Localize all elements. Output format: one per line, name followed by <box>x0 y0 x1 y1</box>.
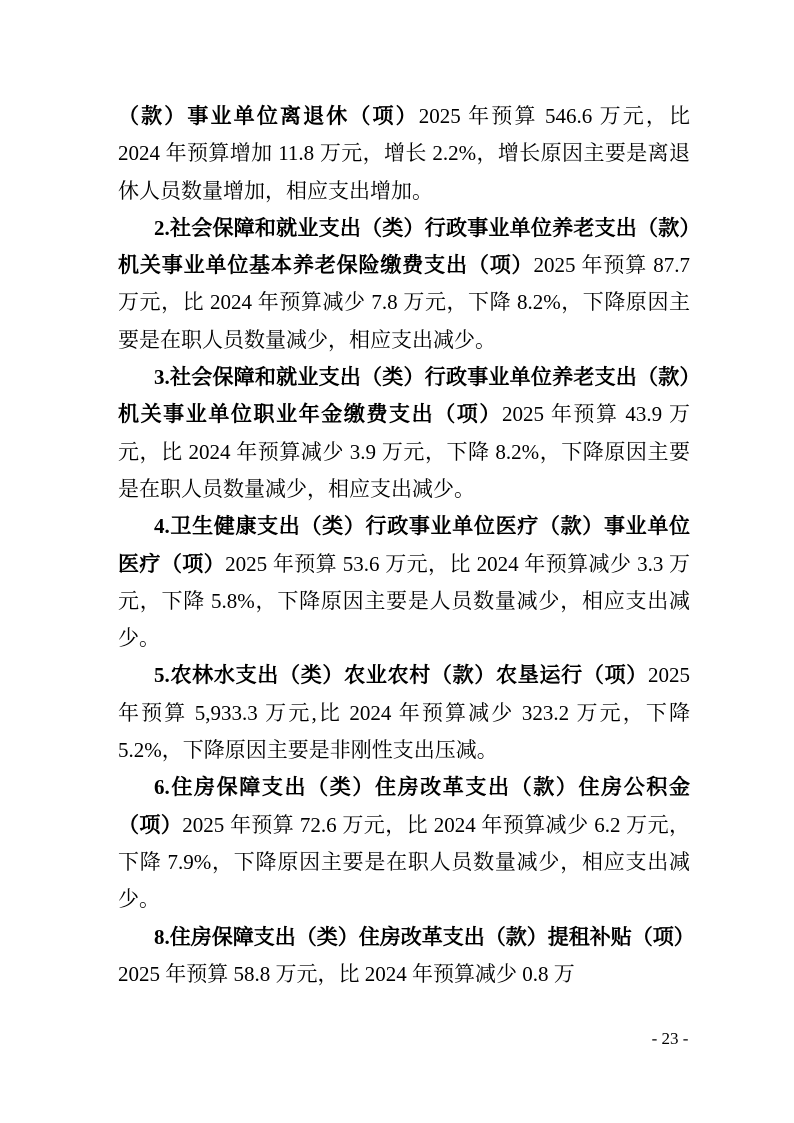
paragraph-body-text: 2025 年预算 43.9 万元，比 2024 年预算减少 3.9 万元，下降 8.2%，下降原因主要是在职人员数量减少，相应支出减少。 <box>118 402 691 501</box>
paragraph-body-text: 2025 年预算 87.7 万元，比 2024 年预算减少 7.8 万元，下降 8.2%，下降原因主要是在职人员数量减少，相应支出减少。 <box>118 253 691 352</box>
paragraph-lead-bold: 8.住房保障支出（类）住房改革支出（款）提租补贴（项） <box>154 924 695 949</box>
paragraph-item-3 <box>118 359 690 508</box>
paragraph-body-text: 2025 年预算 5,933.3 万元,比 2024 年预算减少 323.2 万元，下降 5.2%，下降原因主要是非刚性支出压减。 <box>118 663 690 763</box>
paragraph-lead-bold: 3.社会保障和就业支出（类）行政事业单位养老支出（款）机关事业单位职业年金缴费支出（项） <box>118 365 690 427</box>
paragraph-body-text: 2025 年预算 53.6 万元，比 2024 年预算减少 3.3 万元，下降 5.8%，下降原因主要是人员数量减少，相应支出减少。 <box>118 551 691 651</box>
paragraph-lead-bold: 5.农林水支出（类）农业农村（款）农垦运行（项） <box>154 663 648 688</box>
paragraph-lead-bold: （款）事业单位离退休（项） <box>118 104 419 128</box>
document-text-block <box>118 98 695 993</box>
paragraph-item-6 <box>118 769 690 918</box>
paragraph-item-5 <box>118 657 690 769</box>
paragraph-lead-bold: 4.卫生健康支出（类）行政事业单位医疗（款）事业单位医疗（项） <box>118 514 690 576</box>
paragraph-item-8 <box>118 919 695 994</box>
paragraph-item-2 <box>118 210 690 359</box>
paragraph-item-4 <box>118 508 690 657</box>
page-number: - 23 - <box>651 1029 689 1048</box>
paragraph-lead-bold: 2.社会保障和就业支出（类）行政事业单位养老支出（款）机关事业单位基本养老保险缴费支出（项） <box>118 215 690 278</box>
paragraph-body-text: 2025 年预算 58.8 万元，比 2024 年预算减少 0.8 万 <box>118 961 575 986</box>
paragraph-continuation-item-1 <box>118 98 690 210</box>
paragraph-lead-bold: 6.住房保障支出（类）住房改革支出（款）住房公积金（项） <box>118 775 690 837</box>
paragraph-body-text: 2025 年预算 72.6 万元，比 2024 年预算减少 6.2 万元，下降 7.9%，下降原因主要是在职人员数量减少，相应支出减少。 <box>118 812 690 912</box>
paragraph-body-text: 2025 年预算 546.6 万元，比 2024 年预算增加 11.8 万元，增长 2.2%，增长原因主要是离退休人员数量增加，相应支出增加。 <box>118 104 691 203</box>
